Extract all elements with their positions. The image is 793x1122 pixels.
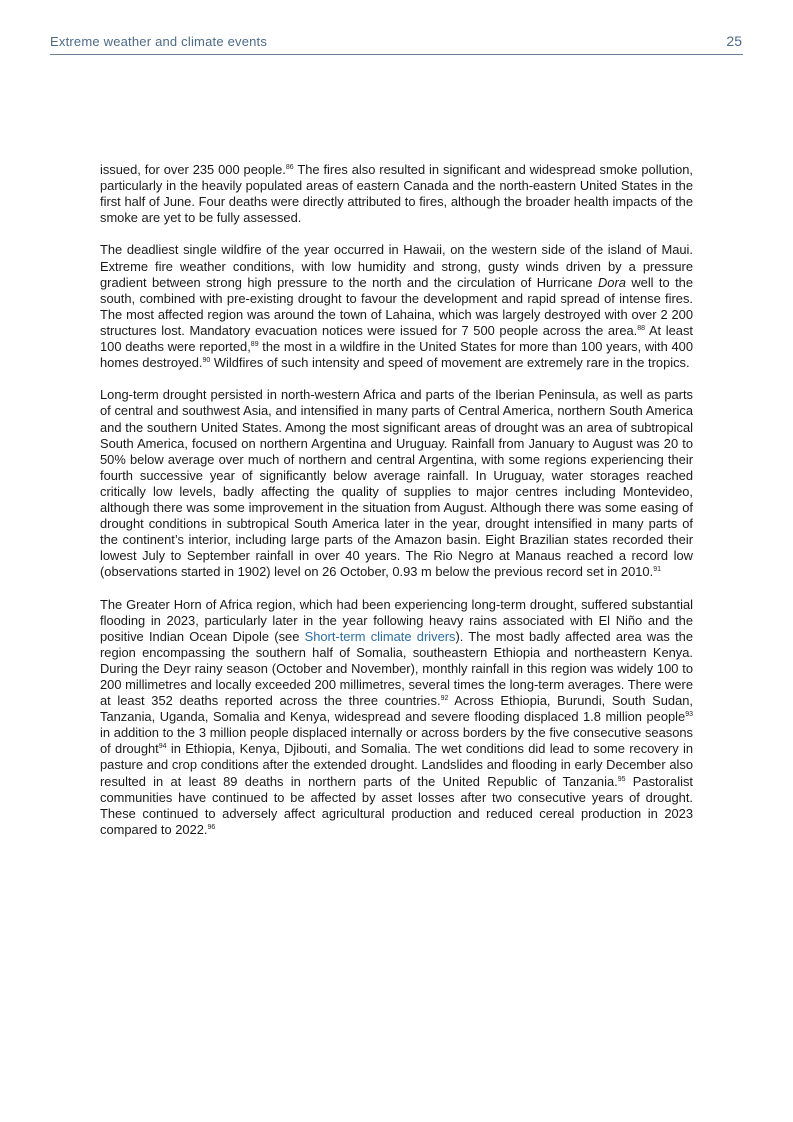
footnote-ref-93[interactable]: 93 [685, 711, 693, 719]
footnote-ref-95[interactable]: 95 [617, 775, 626, 783]
body-text [100, 162, 693, 854]
text-span: At least 100 deaths were reported, [100, 322, 693, 355]
text-span: in addition to the 3 million people displaced internally or across borders by the five consecutive seasons of drought [100, 725, 693, 757]
page-header [50, 33, 743, 55]
text-span: Across Ethiopia, Burundi, South Sudan, Tanzania, Uganda, Somalia and Kenya, widespread and severe flooding displaced 1.8 million people [100, 693, 694, 725]
running-title: Extreme weather and climate events [50, 34, 268, 49]
footnote-ref-88[interactable]: 88 [637, 324, 646, 332]
footnote-ref-96[interactable]: 96 [207, 823, 216, 831]
footnote-ref-91[interactable]: 91 [653, 566, 661, 574]
paragraph-3 [100, 387, 693, 580]
text-span: issued, for over 235 000 people. [100, 162, 286, 177]
footnote-ref-90[interactable]: 90 [202, 357, 211, 365]
footnote-ref-86[interactable]: 86 [285, 164, 294, 171]
paragraph-4 [100, 597, 693, 838]
footnote-ref-94[interactable]: 94 [158, 743, 167, 751]
text-span: The fires also resulted in significant and widespread smoke pollution, particularly in the heavily populated areas of eastern Canada and the north-eastern United States in the first half of June. Four deaths were directly attributed to fires, although the broader health impacts of the smoke are yet to be fully assessed. [100, 162, 693, 226]
text-span: Long-term drought persisted in north-western Africa and parts of the Iberian Peninsula, as well as parts of central and southwest Asia, and intensified in many parts of Central America, northern South America and the southern United States. Among the most significant areas of drought was an area of subtropical South America, focused on northern Argentina and Uruguay. Rainfall from January to August was 20 to 50% below average over much of northern and central Argentina, with some regions experiencing their fourth successive year of significantly below average rainfall. In Uruguay, water storages reached critically low levels, badly affecting the quality of supplies to major centres including Montevideo, although there was some improvement in the situation from August. Although there was some easing of drought conditions in subtropical South America later in the year, drought intensified in many parts of the continent’s interior, including large parts of the Amazon basin. Eight Brazilian states recorded their lowest July to September rainfall in over 40 years. The Rio Negro at Manaus reached a record low (observations started in 1902) level on 26 October, 0.93 m below the previous record set in 2010. [100, 387, 693, 580]
footnote-ref-92[interactable]: 92 [440, 695, 449, 703]
hurricane-name: Dora [597, 274, 626, 290]
text-span: in Ethiopia, Kenya, Djibouti, and Somalia. The wet conditions did lead to some recovery in pasture and crop conditions after the extended drought. Landslides and flooding in early December also resulted in at least 89 deaths in northern parts of the United Republic of Tanzania. [100, 741, 693, 789]
text-span: the most in a wildfire in the United States for more than 100 years, with 400 homes destroyed. [100, 339, 693, 371]
text-span: The Greater Horn of Africa region, which had been experiencing long-term drought, suffered substantial flooding in 2023, particularly later in the year following heavy rains associated with El Niño and the positive Indian Ocean Dipole (see [100, 596, 693, 644]
text-span: ). The most badly affected area was the region encompassing the southern half of Somalia, southeastern Ethiopia and northeastern Kenya. During the Deyr rainy season (October and November), monthly rainfall in this region was widely 100 to 200 millimetres and locally exceeded 200 millimetres, several times the long-term averages. There were at least 352 deaths reported across the three countries. [100, 628, 694, 709]
text-span: Pastoralist communities have continued to be affected by asset losses after two consecutive years of drought. These continued to adversely affect agricultural production and reduced cereal production in 2023 compared to 2022. [100, 773, 693, 837]
text-span: Wildfires of such intensity and speed of movement are extremely rare in the tropics. [210, 355, 690, 371]
text-span: well to the south, combined with pre-existing drought to favour the development and rapid spread of intense fires. The most affected region was around the town of Lahaina, which was largely destroyed with over 2 200 structures lost. Mandatory evacuation notices were issued for 7 500 people across the area. [100, 274, 694, 338]
paragraph-2 [100, 242, 693, 371]
page-number: 25 [726, 33, 742, 49]
text-span: The deadliest single wildfire of the year occurred in Hawaii, on the western side of the island of Maui. Extreme fire weather conditions, with low humidity and strong, gusty winds driven by a pressure gradient between strong high pressure to the north and the circulation of Hurricane [100, 242, 693, 290]
paragraph-1 [100, 162, 693, 226]
short-term-climate-drivers-link[interactable]: Short-term climate drivers [304, 628, 456, 644]
footnote-ref-89[interactable]: 89 [250, 341, 259, 349]
